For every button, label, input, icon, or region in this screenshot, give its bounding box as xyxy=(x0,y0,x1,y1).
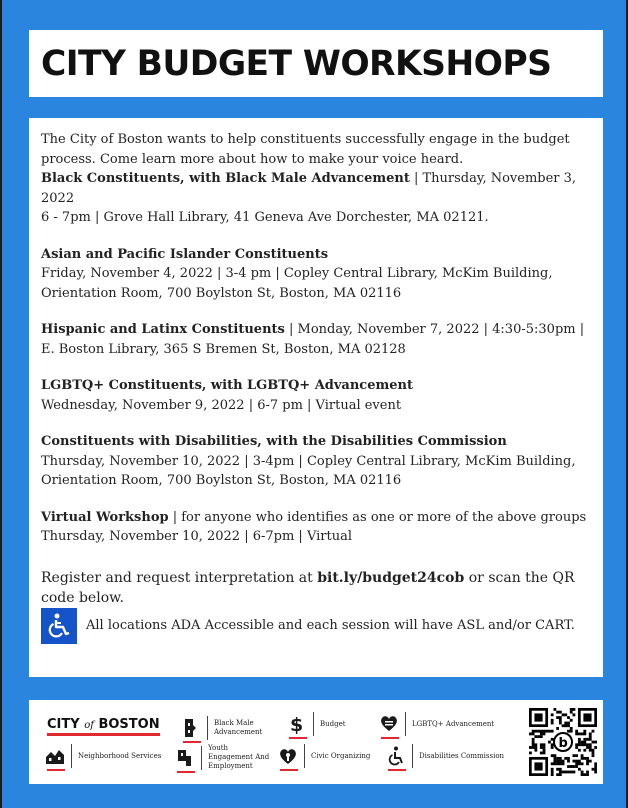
accessibility-icon xyxy=(386,745,406,767)
dollar-icon xyxy=(287,713,307,735)
city-of-boston-logo: CITY of BOSTON xyxy=(47,717,160,736)
event-details: | for anyone who identifies as one or more of the above groups xyxy=(168,509,587,525)
event-details: Orientation Room, 700 Boylston St, Boston, MA 02116 xyxy=(41,285,402,301)
cabinet-label: Civic Organizing xyxy=(311,751,371,760)
register-link[interactable]: bit.ly/budget24cob xyxy=(317,569,465,586)
event-details: Wednesday, November 9, 2022 | 6-7 pm | Virtual event xyxy=(41,397,402,413)
event-name: Hispanic and Latinx Constituents xyxy=(41,322,285,337)
event-asian-pacific-islander xyxy=(41,245,591,304)
register-text: Register and request interpretation at bit.ly/budget24cob or scan the QR code below. xyxy=(41,569,575,606)
event-disabilities xyxy=(41,432,591,491)
event-details: Thursday, November 10, 2022 | 6-7pm | Virtual xyxy=(41,529,352,544)
event-details: | Monday, November 7, 2022 | 4:30-5:30pm | xyxy=(284,322,585,337)
houses-icon xyxy=(45,745,65,767)
event-name: Asian and Pacific Islander Constituents xyxy=(41,246,329,262)
event-details: | Thursday, November 3, 2022 xyxy=(41,171,577,206)
cabinet-neighborhood-services xyxy=(45,744,161,768)
cabinet-label: Neighborhood Services xyxy=(78,751,162,760)
event-lgbtq xyxy=(41,376,591,415)
black-male-advancement-icon xyxy=(181,717,201,739)
civic-organizing-icon xyxy=(278,745,298,767)
event-details: 6 - 7pm | Grove Hall Library, 41 Geneva Ave Dorchester, MA 02121. xyxy=(41,210,489,225)
cabinet-label: Black Male Advancement xyxy=(214,719,263,736)
cabinet-label: LGBTQ+ Advancement xyxy=(412,719,495,728)
cabinet-black-male-advancement xyxy=(181,716,272,740)
heart-icon xyxy=(379,713,399,735)
cabinet-lgbtq-advancement xyxy=(379,712,494,736)
event-details: E. Boston Library, 365 S Bremen St, Boston, MA 02128 xyxy=(41,341,406,357)
wheelchair-icon xyxy=(41,608,77,644)
event-name: Virtual Workshop xyxy=(41,509,169,525)
event-details: Thursday, November 10, 2022 | 3-4pm | Copley Central Library, McKim Building, xyxy=(41,453,576,469)
ada-text: All locations ADA Accessible and each session will have ASL and/or CART. xyxy=(86,617,575,633)
cabinet-budget xyxy=(287,712,346,736)
event-black-constituents xyxy=(41,169,591,228)
title-banner xyxy=(29,30,603,97)
cabinet-label: Disabilities Commission xyxy=(419,751,505,760)
event-virtual-workshop xyxy=(41,508,591,547)
event-name: Black Constituents, with Black Male Advancement xyxy=(41,171,410,186)
ada-note xyxy=(41,608,591,644)
event-details: Friday, November 4, 2022 | 3-4 pm | Copley Central Library, McKim Building, xyxy=(41,266,553,281)
svg-text:$: $ xyxy=(290,714,304,735)
cabinet-label: Youth Engagement And Employment xyxy=(208,744,270,770)
youth-icon xyxy=(175,747,195,769)
cabinet-youth-engagement xyxy=(175,744,274,771)
event-hispanic-latinx xyxy=(41,320,591,359)
qr-code[interactable] xyxy=(529,708,597,776)
content-panel xyxy=(29,118,603,677)
event-name: Constituents with Disabilities, with the Disabilities Commission xyxy=(41,434,507,449)
svg-text:b: b xyxy=(558,736,568,751)
intro-text: The City of Boston wants to help constituents successfully engage in the budget process. Come learn more about how to make your voice heard. xyxy=(41,132,570,167)
event-name: LGBTQ+ Constituents, with LGBTQ+ Advancement xyxy=(41,378,413,393)
cabinet-disabilities-commission xyxy=(386,744,504,768)
cabinet-civic-organizing xyxy=(278,744,370,768)
page-title: CITY BUDGET WORKSHOPS xyxy=(41,43,552,84)
cabinet-label: Budget xyxy=(320,719,346,728)
footer-panel xyxy=(29,700,603,784)
event-details: Orientation Room, 700 Boylston St, Boston, MA 02116 xyxy=(41,473,402,488)
